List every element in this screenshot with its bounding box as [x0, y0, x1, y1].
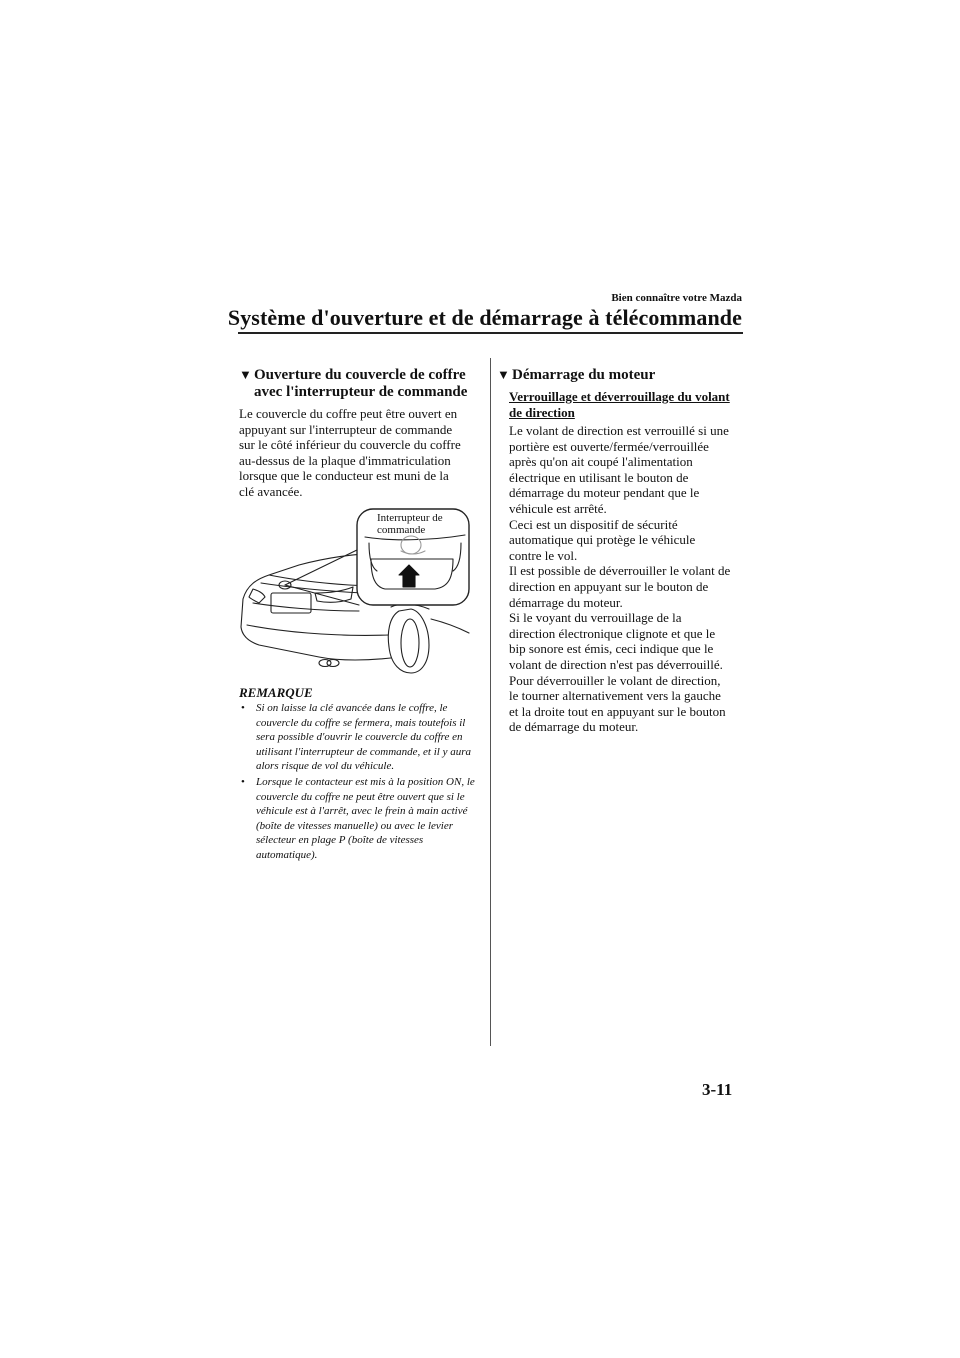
text-line: Ceci est un dispositif de sécurité: [509, 516, 678, 532]
remarque-text: Lorsque le contacteur est mis à la position ON, le couvercle du coffre ne peut être ouvert que si le véhicule est à l'arrêt, avec le frein à main activé (boîte de vitesses manuelle) ou avec le levier sélecteur en plage P (boîte de vitesses automatique).: [256, 775, 475, 861]
list-item: [239, 775, 481, 863]
triangle-down-icon: ▼: [239, 367, 252, 382]
text-line: Le volant de direction est verrouillé si une: [509, 423, 729, 438]
remarque-text: Si on laisse la clé avancée dans le coffre, le couvercle du coffre se fermera, mais toutefois il sera possible d'ouvrir le couvercle du coffre en utilisant l'interrupteur de commande, et il y aura alors risque de vol du véhicule.: [256, 702, 471, 773]
text-line: de démarrage du moteur.: [509, 719, 639, 735]
text-line: Pour déverrouiller le volant de direction,: [509, 672, 721, 688]
text-line: après qu'on ait coupé l'alimentation: [509, 454, 693, 470]
callout-line1: Interrupteur de: [377, 512, 443, 524]
right-paragraph: [509, 423, 749, 735]
subheading-line1: Verrouillage et déverrouillage du volant: [509, 389, 730, 404]
text-line: le tourner alternativement vers la gauche: [509, 688, 721, 704]
left-paragraph: [239, 406, 479, 500]
text-line: Le couvercle du coffre peut être ouvert en: [239, 406, 458, 421]
left-section-heading: [239, 366, 479, 401]
text-line: véhicule est arrêté.: [509, 500, 607, 516]
left-heading-line1: Ouverture du couvercle de coffre: [254, 367, 466, 383]
text-line: électrique en utilisant le bouton de: [509, 469, 689, 485]
text-line: contre le vol.: [509, 547, 578, 563]
list-item: [239, 701, 481, 774]
text-line: sur le côté inférieur du couvercle du coffre: [239, 437, 461, 453]
header-rule: [238, 332, 743, 334]
switch-callout-label: [377, 512, 443, 536]
text-line: Il est possible de déverrouiller le volant de: [509, 563, 731, 579]
text-line: démarrage du moteur pendant que le: [509, 485, 700, 501]
remarque-title: REMARQUE: [239, 685, 313, 700]
bullet-icon: •: [241, 775, 245, 788]
column-divider: [490, 358, 491, 1046]
text-line: volant de direction n'est pas déverrouillé.: [509, 656, 723, 672]
left-heading-line2: avec l'interrupteur de commande: [254, 384, 468, 400]
right-subheading: [509, 389, 744, 420]
text-line: clé avancée.: [239, 483, 303, 499]
text-line: au-dessus de la plaque d'immatriculation: [239, 452, 451, 468]
chapter-kicker: Bien connaître votre Mazda: [611, 292, 742, 304]
text-line: appuyant sur l'interrupteur de commande: [239, 421, 453, 437]
bullet-icon: •: [241, 702, 245, 714]
text-line: et la droite tout en appuyant sur le bouton: [509, 703, 726, 719]
text-line: démarrage du moteur.: [509, 594, 623, 610]
text-line: Si le voyant du verrouillage de la: [509, 610, 682, 626]
text-line: lorsque que le conducteur est muni de la: [239, 468, 449, 484]
right-section-heading: [497, 366, 742, 384]
remarque-list: [239, 701, 481, 864]
page-number: 3-11: [702, 1080, 733, 1099]
text-line: bip sonore est émis, ceci indique que le: [509, 641, 714, 657]
subheading-line2: de direction: [509, 404, 575, 420]
callout-line2: commande: [377, 524, 426, 536]
text-line: automatique qui protège le véhicule: [509, 532, 696, 548]
text-line: portière est ouverte/fermée/verrouillée: [509, 438, 709, 454]
right-heading-text: Démarrage du moteur: [512, 367, 656, 383]
text-line: direction électronique clignote et que le: [509, 625, 716, 641]
text-line: direction en appuyant sur le bouton de: [509, 578, 709, 594]
chapter-title: Système d'ouverture et de démarrage à télécommande: [227, 305, 742, 330]
triangle-down-icon: ▼: [497, 367, 510, 382]
